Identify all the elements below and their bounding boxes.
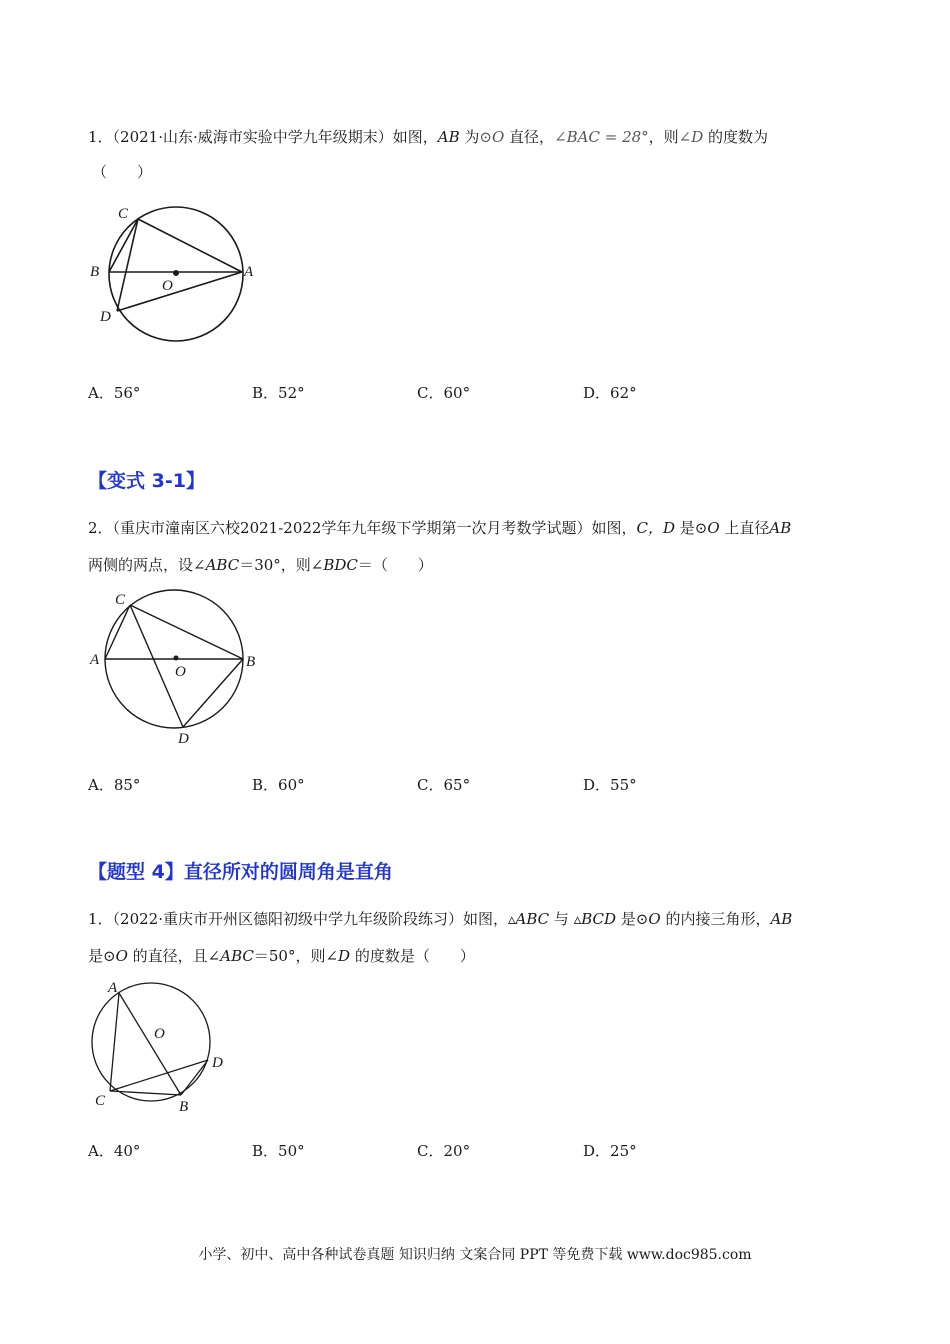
q3-label-o: O [154, 1026, 165, 1042]
q1-option-c[interactable]: C．60° [417, 384, 471, 402]
q2-number: 2． [88, 519, 113, 537]
q3-line-ab [119, 993, 181, 1095]
q1-label-d: D [100, 309, 111, 325]
heading-variant-3-1: 【变式 3-1】 [88, 470, 205, 492]
q1-label-b: B [90, 264, 100, 280]
q2-figure [86, 588, 266, 748]
q3-label-c: C [95, 1093, 106, 1109]
q3-label-b: B [179, 1099, 189, 1115]
q2-option-a[interactable]: A．85° [88, 776, 141, 794]
q1-label-o: O [162, 278, 173, 294]
q3-option-a[interactable]: A．40° [88, 1142, 141, 1160]
q1-figure [86, 200, 266, 350]
q3-option-b[interactable]: B．50° [252, 1142, 305, 1160]
q2-label-b: B [246, 654, 256, 670]
q2-label-a: A [90, 652, 100, 668]
q2-center-dot [174, 656, 179, 661]
q1-answer-paren: （ ） [92, 163, 153, 181]
q3-line1: 1．（2022·重庆市开州区德阳初级中学九年级阶段练习）如图，▵ABC 与 ▵BCD 是⊙O 的内接三角形，AB [88, 910, 793, 928]
q1-option-b[interactable]: B．52° [252, 384, 305, 402]
q3-label-a: A [108, 980, 118, 996]
q3-label-d: D [212, 1055, 223, 1071]
q2-label-o: O [175, 664, 186, 680]
q2-label-c: C [115, 592, 126, 608]
q1-label-c: C [118, 206, 129, 222]
q3-figure [86, 978, 246, 1128]
q1-option-d[interactable]: D．62° [583, 384, 637, 402]
q1-line1: 1．（2021·山东·威海市实验中学九年级期末）如图，AB 为⊙O 直径，∠BAC = 28°，则∠D 的度数为 [88, 128, 769, 146]
q3-line-bd [181, 1060, 208, 1095]
q2-option-b[interactable]: B．60° [252, 776, 305, 794]
q2-line-ca [105, 605, 130, 659]
q1-center-dot [173, 270, 179, 276]
q1-line-cb [109, 219, 138, 272]
q1-number: 1． [88, 128, 113, 146]
q2-line2: 两侧的两点，设∠ABC＝30°，则∠BDC＝（ ） [88, 556, 433, 574]
q2-line1: 2．（重庆市潼南区六校2021-2022学年九年级下学期第一次月考数学试题）如图，C，D 是⊙O 上直径AB [88, 519, 792, 537]
q3-option-d[interactable]: D．25° [583, 1142, 637, 1160]
q2-label-d: D [178, 731, 189, 747]
heading-type-4: 【题型 4】直径所对的圆周角是直角 [88, 861, 393, 883]
q1-option-a[interactable]: A．56° [88, 384, 141, 402]
q3-line-cd [110, 1060, 208, 1091]
page-footer: 小学、初中、高中各种试卷真题 知识归纳 文案合同 PPT 等免费下载 www.doc985.com [198, 1247, 752, 1263]
q3-option-c[interactable]: C．20° [417, 1142, 471, 1160]
q1-line-da [117, 272, 242, 311]
q3-line2: 是⊙O 的直径，且∠ABC＝50°，则∠D 的度数是（ ） [88, 947, 475, 965]
q2-option-c[interactable]: C．65° [417, 776, 471, 794]
q1-line-ca [138, 219, 242, 272]
q1-label-a: A [244, 264, 254, 280]
q3-line-ac [110, 993, 119, 1091]
q1-line-cd [117, 219, 138, 311]
q2-option-d[interactable]: D．55° [583, 776, 637, 794]
q3-number: 1． [88, 910, 113, 928]
q3-circle [92, 983, 210, 1101]
